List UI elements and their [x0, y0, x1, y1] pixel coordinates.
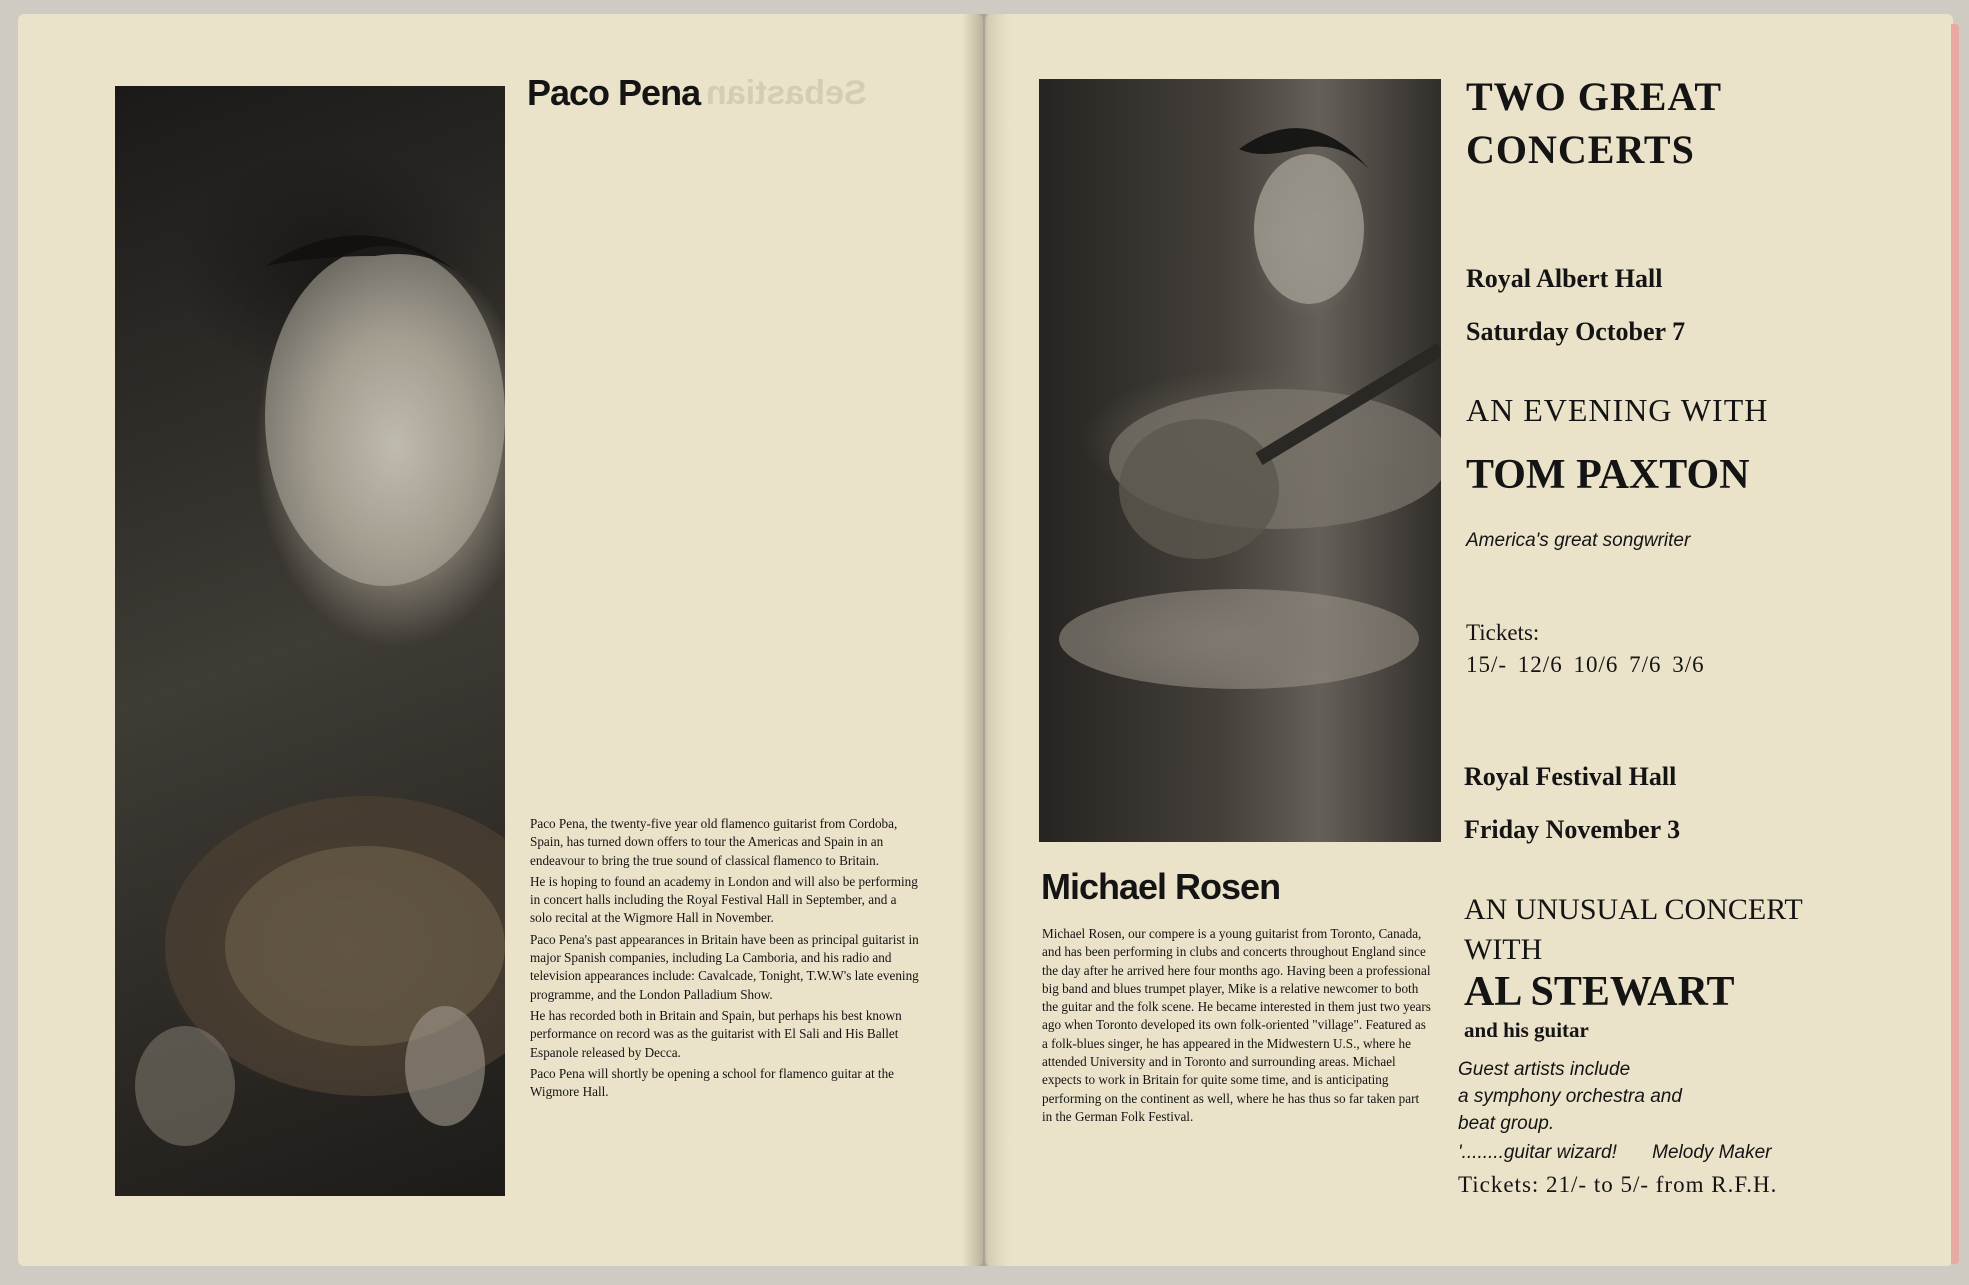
concert2-press-quote [1458, 1142, 1918, 1164]
paco-bio-paragraph-2: He is hoping to found an academy in London and will also be performing in concert halls including the Royal Festival Hall in September, and a solo recital at the Wigmore Hall in November. [530, 873, 918, 926]
concert2-guests-line-3: beat group. [1458, 1113, 1555, 1134]
concert2-venue: Royal Festival Hall [1464, 762, 1677, 791]
paco-pena-title: Paco Pena [527, 72, 701, 113]
michael-rosen-title: Michael Rosen [1041, 866, 1281, 907]
concert2-quote-source: Melody Maker [1652, 1142, 1772, 1163]
concerts-heading-line-1: TWO GREAT [1466, 74, 1723, 119]
paco-pena-biography [530, 815, 920, 1104]
concert1-artist: TOM PAXTON [1466, 452, 1750, 498]
concert1-ticket-prices: 15/- 12/6 10/6 7/6 3/6 [1466, 652, 1705, 677]
concerts-heading [1466, 70, 1722, 176]
back-cover-edge [1951, 24, 1959, 1264]
concerts-heading-line-2: CONCERTS [1466, 127, 1695, 172]
concert2-date: Friday November 3 [1464, 815, 1681, 844]
concert2-tickets: Tickets: 21/- to 5/- from R.F.H. [1458, 1172, 1778, 1197]
concert2-guests [1458, 1056, 1682, 1137]
michael-rosen-photo [1039, 79, 1441, 842]
paco-bio-paragraph-3: Paco Pena's past appearances in Britain have been as principal guitarist in major Spanish companies, including La Camboria, and his radio and television appearances include: Cavalcade, Tonight, T.W.W's late evening programme, and the London Palladium Show. [530, 931, 919, 1002]
concert1-venue: Royal Albert Hall [1466, 264, 1663, 293]
concert2-guests-line-1: Guest artists include [1458, 1059, 1631, 1080]
show-through-text: Sebastian [706, 74, 867, 112]
concert2-quote-text: '........guitar wizard! [1458, 1142, 1617, 1163]
paco-pena-photo [115, 86, 505, 1196]
paco-bio-paragraph-4: He has recorded both in Britain and Spain, but perhaps his best known performance on record was as the guitarist with El Sali and His Ballet Espanole released by Decca. [530, 1007, 902, 1060]
paco-bio-paragraph-5: Paco Pena will shortly be opening a school for flamenco guitar at the Wigmore Hall. [530, 1065, 895, 1100]
michael-rosen-biography: Michael Rosen, our compere is a young guitarist from Toronto, Canada, and has been performing in clubs and concerts throughout England since the day after he arrived here four months ago. Having been a professional big band and blues trumpet player, Mike is a relative newcomer to both the guitar and the folk scene. He became interested in them just two years ago when Toronto developed its own folk-oriented "village". Featured as a folk-blues singer, he has appeared in the Midwestern U.S., where he attended University and in Toronto and surrounding areas. Michael expects to work in Britain for quite some time, and is anticipating performing on the continent as well, where he has thus so far taken part in the German Folk Festival. [1042, 926, 1431, 1124]
paco-pena-photo-shapes [115, 86, 505, 1196]
michael-rosen-photo-shapes [1039, 79, 1441, 842]
concert1-date: Saturday October 7 [1466, 317, 1686, 346]
concert2-artist: AL STEWART [1464, 969, 1735, 1015]
booklet-spine [962, 14, 1010, 1266]
concert1-intro: AN EVENING WITH [1466, 392, 1769, 428]
concert2-artist-subtitle: and his guitar [1464, 1018, 1589, 1042]
concert1-tickets-label: Tickets: [1466, 620, 1540, 645]
paco-bio-paragraph-1: Paco Pena, the twenty-five year old flamenco guitarist from Cordoba, Spain, has turned down offers to tour the Americas and Spain in an endeavour to bring the true sound of classical flamenco to Britain. [530, 816, 898, 868]
concert2-guests-line-2: a symphony orchestra and [1458, 1086, 1682, 1107]
concert1-tagline: America's great songwriter [1466, 530, 1691, 551]
concert2-intro: AN UNUSUAL CONCERT WITH [1464, 893, 1803, 966]
